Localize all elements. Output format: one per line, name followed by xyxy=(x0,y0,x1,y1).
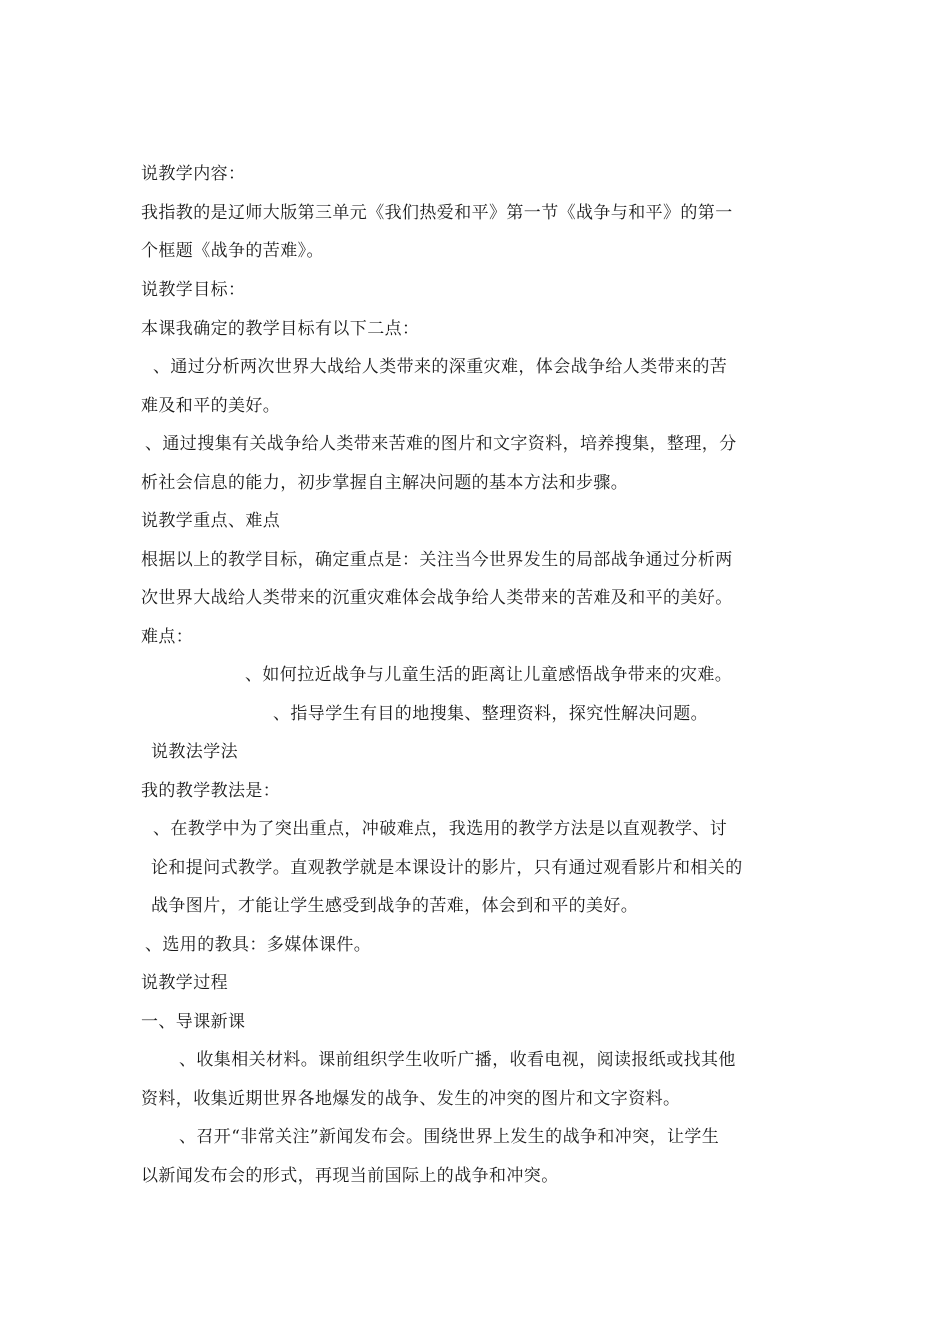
paragraph-line: 个框题《战争的苦难》。 xyxy=(141,241,324,261)
list-item-line: 资料，收集近期世界各地爆发的战争、发生的冲突的图片和文字资料。 xyxy=(141,1089,681,1109)
list-item-line: 、在教学中为了突出重点，冲破难点，我选用的教学方法是以直观教学、讨 xyxy=(153,819,728,839)
list-item-line: 、召开“非常关注”新闻发布会。围绕世界上发生的战争和冲突，让学生 xyxy=(179,1127,720,1147)
heading-teaching-goals: 说教学目标： xyxy=(141,280,246,300)
paragraph-line: 我指教的是辽师大版第三单元《我们热爱和平》第一节《战争与和平》的第一 xyxy=(141,203,733,223)
paragraph-line: 次世界大战给人类带来的沉重灾难体会战争给人类带来的苦难及和平的美好。 xyxy=(141,588,733,608)
subheading-difficulties: 难点： xyxy=(141,627,194,647)
heading-teaching-process: 说教学过程 xyxy=(141,973,228,993)
paragraph-line: 根据以上的教学目标，确定重点是：关注当今世界发生的局部战争通过分析两 xyxy=(141,550,733,570)
list-item-line: 难及和平的美好。 xyxy=(141,396,281,416)
heading-teaching-content: 说教学内容： xyxy=(141,164,246,184)
list-item-line: 、如何拉近战争与儿童生活的距离让儿童感悟战争带来的灾难。 xyxy=(245,665,733,685)
section-title-intro: 一、导课新课 xyxy=(141,1012,246,1032)
list-item-line: 论和提问式教学。直观教学就是本课设计的影片，只有通过观看影片和相关的 xyxy=(151,858,743,878)
list-item-line: 战争图片，才能让学生感受到战争的苦难，体会到和平的美好。 xyxy=(151,896,639,916)
list-item-line: 以新闻发布会的形式，再现当前国际上的战争和冲突。 xyxy=(141,1166,559,1186)
paragraph-line: 我的教学教法是： xyxy=(141,781,281,801)
list-item-line: 、收集相关材料。课前组织学生收听广播，收看电视，阅读报纸或找其他 xyxy=(179,1050,736,1070)
heading-key-points: 说教学重点、难点 xyxy=(141,511,281,531)
list-item-line: 、通过分析两次世界大战给人类带来的深重灾难，体会战争给人类带来的苦 xyxy=(153,357,728,377)
list-item-line: 、指导学生有目的地搜集、整理资料，探究性解决问题。 xyxy=(273,704,708,724)
paragraph-line: 本课我确定的教学目标有以下二点： xyxy=(141,319,420,339)
list-item-line: 、选用的教具：多媒体课件。 xyxy=(145,935,372,955)
list-item-line: 、通过搜集有关战争给人类带来苦难的图片和文字资料，培养搜集，整理，分 xyxy=(145,434,737,454)
list-item-line: 析社会信息的能力，初步掌握自主解决问题的基本方法和步骤。 xyxy=(141,473,629,493)
heading-teaching-methods: 说教法学法 xyxy=(151,742,238,762)
